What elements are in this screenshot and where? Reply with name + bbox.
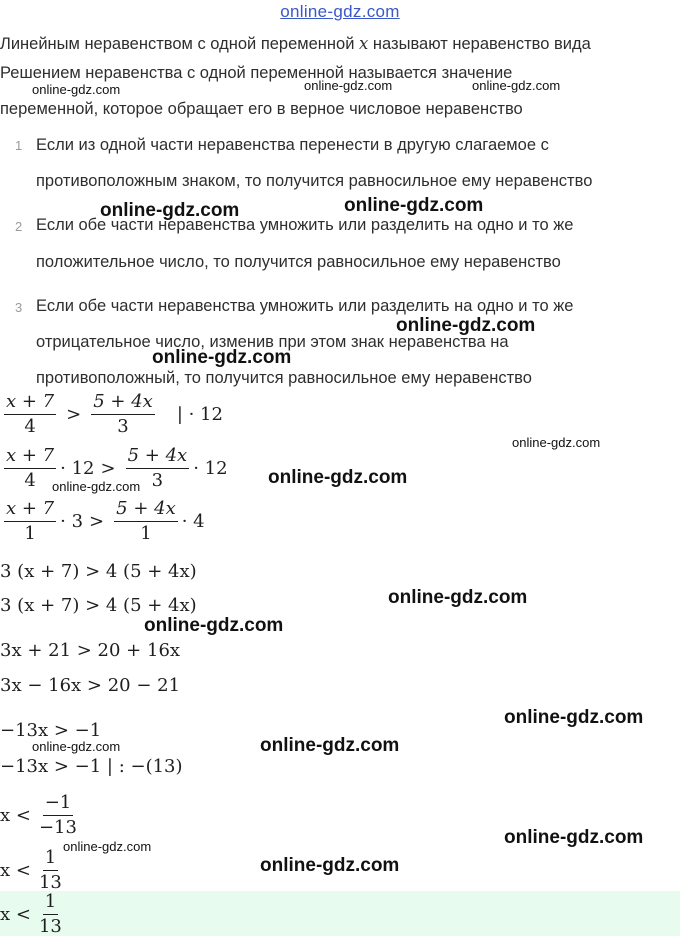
step-10: x < $\frac{-1}{-13}$ — [0, 792, 77, 838]
definition-text-b: называют неравенство вида — [368, 35, 591, 53]
solution-definition-line-1: Решением неравенства с одной переменной называется значение — [0, 64, 513, 82]
watermark: online-gdz.com — [396, 315, 536, 336]
step-1: $\frac{x + 7}{4}$ > $\frac{5 + 4x}{3}$ | · 12 — [6, 391, 223, 437]
definition-line-1 — [0, 34, 591, 54]
watermark: online-gdz.com — [63, 839, 152, 854]
step-9: −13x > −1 | : −(13) — [0, 756, 183, 777]
fraction: $\frac{x + 7}{4}$ — [6, 391, 55, 437]
fraction: $\frac{5 + 4x}{3}$ — [93, 391, 153, 437]
watermark: online-gdz.com — [100, 200, 240, 221]
fraction: $\frac{5 + 4x}{1}$ — [116, 498, 176, 544]
rule-3-line-3: противоположный, то получится равносильное ему неравенство — [36, 369, 532, 387]
fraction: $\frac{1}{13}$ — [38, 891, 62, 937]
fraction: $\frac{-1}{-13}$ — [38, 792, 77, 838]
step-2: $\frac{x + 7}{4}$ · 12 > $\frac{5 + 4x}{3}$ · 12 — [6, 445, 228, 491]
watermark: online-gdz.com — [344, 195, 484, 216]
watermark: online-gdz.com — [504, 827, 644, 848]
fraction: $\frac{5 + 4x}{3}$ — [127, 445, 188, 491]
step-8: −13x > −1 — [0, 720, 102, 741]
watermark: online-gdz.com — [472, 78, 561, 93]
site-title[interactable]: online-gdz.com — [280, 2, 400, 21]
step-7: 3x − 16x > 20 − 21 — [0, 675, 181, 696]
watermark: online-gdz.com — [512, 435, 601, 450]
watermark: online-gdz.com — [504, 707, 644, 728]
rule-3-line-2: отрицательное число, изменив при этом знак неравенства на — [36, 333, 509, 351]
rule-3-line-1: Если обе части неравенства умножить или разделить на одно и то же — [36, 297, 574, 315]
rule-1-line-2: противоположным знаком, то получится равносильное ему неравенство — [36, 172, 593, 190]
step-6: 3x + 21 > 20 + 16x — [0, 640, 181, 661]
watermark: online-gdz.com — [144, 615, 284, 636]
watermark: online-gdz.com — [32, 739, 121, 754]
watermark: online-gdz.com — [32, 82, 121, 97]
rule-1-line-1: Если из одной части неравенства перенести в другую слагаемое с — [36, 136, 549, 154]
step-5: 3 (x + 7) > 4 (5 + 4x) — [0, 595, 197, 616]
step-11: x < $\frac{1}{13}$ — [0, 847, 62, 893]
watermark: online-gdz.com — [152, 347, 292, 368]
rule-2-line-1: Если обе части неравенства умножить или разделить на одно и то же — [36, 216, 574, 234]
definition-variable: x — [359, 34, 369, 53]
watermark: online-gdz.com — [268, 467, 408, 488]
rule-number-2: 2 — [15, 219, 23, 234]
fraction: $\frac{x + 7}{1}$ — [6, 498, 55, 544]
watermark: online-gdz.com — [260, 735, 400, 756]
rule-2-line-2: положительное число, то получится равносильное ему неравенство — [36, 253, 561, 271]
final-answer: x < $\frac{1}{13}$ — [0, 891, 62, 937]
watermark: online-gdz.com — [304, 78, 393, 93]
step-3: $\frac{x + 7}{1}$ · 3 > $\frac{5 + 4x}{1}$ · 4 — [6, 498, 205, 544]
solution-definition-line-2: переменной, которое обращает его в верное числовое неравенство — [0, 100, 523, 118]
rule-number-1: 1 — [15, 138, 23, 153]
watermark: online-gdz.com — [260, 855, 400, 876]
watermark: online-gdz.com — [52, 479, 141, 494]
definition-text-a: Линейным неравенством с одной переменной — [0, 35, 360, 53]
rule-number-3: 3 — [15, 300, 23, 315]
watermark: online-gdz.com — [388, 587, 528, 608]
fraction: $\frac{x + 7}{4}$ — [6, 445, 55, 491]
step-4: 3 (x + 7) > 4 (5 + 4x) — [0, 561, 197, 582]
answer-highlight — [0, 891, 680, 936]
fraction: $\frac{1}{13}$ — [38, 847, 62, 893]
